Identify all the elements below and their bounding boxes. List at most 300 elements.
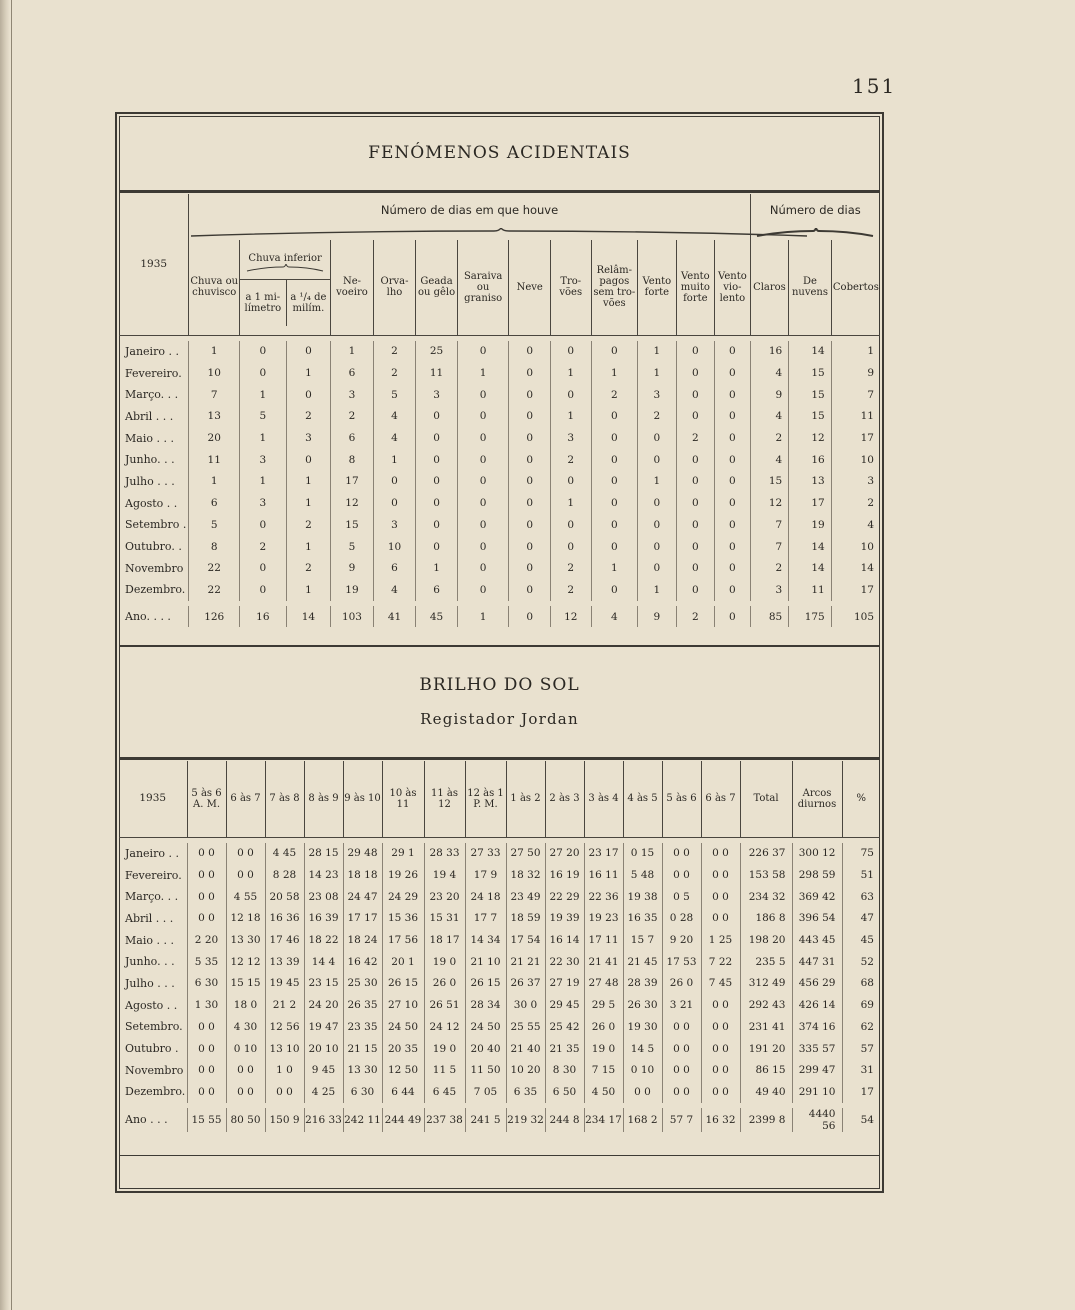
row-value: 0 0 [701,908,740,930]
row-value: 0 [638,557,676,579]
row-value: 0 [416,471,458,493]
row-value: 21 21 [506,951,545,973]
row-value: 0 [416,449,458,471]
total-value: 14 [286,606,331,628]
row-value: 0 0 [662,1016,701,1038]
row-value: 298 59 [792,864,842,886]
row-value: 0 [416,514,458,536]
row-value: 9 [331,557,374,579]
row-value: 21 15 [343,1038,382,1060]
row-value: 1 [286,579,331,601]
row-month: Julho . . . [125,474,175,488]
row-value: 16 35 [623,908,662,930]
row-value: 7 [750,536,788,558]
row-value: 0 [373,492,416,514]
row-value: 426 14 [792,994,842,1016]
row-value: 1 [591,557,638,579]
row-value: 11 [189,449,240,471]
row-value: 0 [638,449,676,471]
total-value: 219 32 [506,1108,545,1132]
row-value: 14 [831,557,880,579]
row-value: 21 2 [265,994,304,1016]
row-value: 49 40 [740,1081,792,1103]
row-value: 3 [286,427,331,449]
row-value: 0 [509,341,551,363]
row-value: 23 08 [304,886,343,908]
row-value: 31 [842,1059,880,1081]
row-value: 443 45 [792,929,842,951]
row-value: 8 28 [265,864,304,886]
row-value: 0 [638,427,676,449]
table-row [119,579,880,601]
row-value: 0 [715,471,751,493]
row-value: 23 49 [506,886,545,908]
row-value: 1 [286,362,331,384]
row-value: 0 10 [226,1038,265,1060]
table-row [119,929,880,951]
row-value: 27 20 [545,843,584,865]
row-value: 2 [551,557,592,579]
row-value: 0 [457,449,509,471]
total-value: 237 38 [424,1108,465,1132]
row-value: 0 [676,471,714,493]
row-value: 1 30 [187,994,226,1016]
row-value: 75 [842,843,880,865]
brilho-col-header: 2 às 3 [545,761,584,837]
row-value: 0 0 [701,1038,740,1060]
row-value: 0 0 [187,908,226,930]
row-value: 292 43 [740,994,792,1016]
row-value: 22 [189,579,240,601]
total-value: 2399 8 [740,1108,792,1132]
row-value: 0 [715,427,751,449]
row-value: 17 [831,427,880,449]
total-value: 4440 56 [792,1108,842,1132]
row-value: 0 [286,341,331,363]
row-value: 7 [831,384,880,406]
row-value: 18 22 [304,929,343,951]
row-value: 198 20 [740,929,792,951]
row-value: 0 [416,427,458,449]
row-value: 0 0 [701,1081,740,1103]
row-value: 5 [240,406,287,428]
total-row [119,606,880,628]
row-value: 6 45 [424,1081,465,1103]
row-month: Janeiro . . [125,344,179,358]
row-value: 0 [457,341,509,363]
bottom-rule [119,1155,880,1156]
row-value: 13 30 [343,1059,382,1081]
total-value: 105 [831,606,880,628]
row-value: 0 0 [662,843,701,865]
row-month: Abril . . . [125,409,174,423]
row-value: 14 [789,536,832,558]
row-value: 6 35 [506,1081,545,1103]
row-value: 4 50 [584,1081,623,1103]
total-value: 54 [842,1108,880,1132]
row-value: 0 [457,427,509,449]
row-value: 16 19 [545,864,584,886]
row-month: Novembro [125,1063,184,1077]
row-value: 0 [240,557,287,579]
table-row [119,951,880,973]
row-value: 0 [457,557,509,579]
row-value: 0 0 [187,886,226,908]
row-value: 0 [373,471,416,493]
row-value: 26 35 [343,994,382,1016]
total-value: 1 [457,606,509,628]
row-value: 19 0 [424,1038,465,1060]
row-value: 12 [331,492,374,514]
row-value: 0 [551,341,592,363]
row-value: 25 30 [343,973,382,995]
brilho-table [119,761,880,1132]
row-value: 0 [676,514,714,536]
row-value: 28 15 [304,843,343,865]
row-value: 15 31 [424,908,465,930]
row-value: 26 51 [424,994,465,1016]
row-value: 26 15 [382,973,424,995]
hdr-vento-muito-forte: Vento muito forte [680,270,710,304]
row-value: 23 35 [343,1016,382,1038]
total-value: 126 [189,606,240,628]
row-value: 19 30 [623,1016,662,1038]
brilho-year-label: 1935 [139,792,167,805]
row-month: Junho. . . [125,453,175,467]
row-value: 0 0 [226,864,265,886]
row-value: 226 37 [740,843,792,865]
row-value: 0 [676,341,714,363]
row-value: 0 [509,384,551,406]
row-value: 0 [509,427,551,449]
row-value: 1 [416,557,458,579]
row-value: 21 45 [623,951,662,973]
row-value: 2 [551,449,592,471]
page-edge-line [11,0,12,1310]
table-row [119,908,880,930]
row-value: 18 17 [424,929,465,951]
row-value: 6 [416,579,458,601]
row-value: 0 [416,406,458,428]
table-row [119,973,880,995]
row-value: 234 32 [740,886,792,908]
total-value: 244 49 [382,1108,424,1132]
row-value: 335 57 [792,1038,842,1060]
row-value: 16 [750,341,788,363]
row-value: 374 16 [792,1016,842,1038]
row-value: 5 [373,384,416,406]
row-value: 0 0 [701,864,740,886]
section-divider [119,645,880,647]
row-value: 0 [715,362,751,384]
hdr-claros: Claros [753,281,786,293]
row-value: 11 [789,579,832,601]
row-value: 1 [240,384,287,406]
row-month: Setembro. [125,1020,183,1034]
total-value: 2 [676,606,714,628]
row-month: Abril . . . [125,911,174,925]
row-value: 2 [331,406,374,428]
row-value: 6 30 [187,973,226,995]
row-value: 0 [715,341,751,363]
row-value: 17 7 [465,908,506,930]
row-value: 447 31 [792,951,842,973]
fenomenos-title: FENÓMENOS ACIDENTAIS [368,143,631,163]
row-value: 14 [789,557,832,579]
row-value: 0 [591,514,638,536]
table-row [119,427,880,449]
row-value: 9 45 [304,1059,343,1081]
row-value: 8 30 [545,1059,584,1081]
row-value: 0 [591,579,638,601]
hdr-a-1-mm: a 1 mi-límetro [244,291,282,314]
row-value: 17 17 [343,908,382,930]
row-value: 0 [676,492,714,514]
row-value: 5 [189,514,240,536]
row-value: 2 [373,362,416,384]
row-value: 27 10 [382,994,424,1016]
row-value: 4 [373,406,416,428]
row-value: 0 [591,536,638,558]
row-value: 0 [591,449,638,471]
brilho-col-header: 5 às 6 [662,761,701,837]
row-value: 13 30 [226,929,265,951]
row-value: 0 [715,384,751,406]
row-value: 24 29 [382,886,424,908]
row-value: 7 [189,384,240,406]
row-value: 16 [789,449,832,471]
row-value: 1 [551,362,592,384]
row-value: 1 [286,536,331,558]
row-value: 0 [676,579,714,601]
row-value: 22 30 [545,951,584,973]
row-value: 3 [373,514,416,536]
row-value: 0 [715,514,751,536]
row-value: 0 [240,579,287,601]
row-value: 19 0 [424,951,465,973]
row-value: 0 0 [187,1059,226,1081]
row-value: 62 [842,1016,880,1038]
total-value: 16 32 [701,1108,740,1132]
row-value: 2 [286,514,331,536]
hdr-vento-forte: Vento forte [642,276,672,299]
row-value: 4 [750,406,788,428]
row-value: 0 0 [187,1081,226,1103]
hdr-nevoeiro: Ne-voeiro [336,276,368,299]
row-value: 0 [676,384,714,406]
row-value: 16 14 [545,929,584,951]
row-value: 24 50 [382,1016,424,1038]
row-value: 0 [286,384,331,406]
row-value: 13 [189,406,240,428]
row-value: 6 [331,362,374,384]
row-value: 27 33 [465,843,506,865]
row-value: 4 [750,449,788,471]
row-month: Agosto . . [125,998,178,1012]
row-value: 2 [831,492,880,514]
row-value: 2 20 [187,929,226,951]
row-value: 0 [240,341,287,363]
group-header-days-with: Número de dias em que houve [380,203,559,217]
row-value: 0 0 [265,1081,304,1103]
row-value: 7 05 [465,1081,506,1103]
brilho-col-header: 4 às 5 [623,761,662,837]
total-value: 241 5 [465,1108,506,1132]
brilho-body [119,837,880,1132]
table-row [119,864,880,886]
row-value: 0 [509,557,551,579]
row-value: 0 [457,492,509,514]
row-value: 3 [551,427,592,449]
row-value: 2 [591,384,638,406]
row-value: 7 [750,514,788,536]
row-value: 23 17 [584,843,623,865]
brilho-col-header: 11 às 12 [424,761,465,837]
hdr-saraiva: Saraiva ou graniso [463,270,503,304]
table-row [119,362,880,384]
table-row [119,1059,880,1081]
row-value: 1 [240,427,287,449]
table-row [119,557,880,579]
row-value: 0 0 [187,1016,226,1038]
row-value: 0 0 [701,994,740,1016]
row-value: 19 4 [424,864,465,886]
brilho-col-header: Arcos diurnos [792,761,842,837]
row-value: 0 [715,536,751,558]
brace-days [755,228,875,238]
total-value: 0 [509,606,551,628]
row-value: 0 [638,514,676,536]
row-value: 13 39 [265,951,304,973]
row-value: 0 [416,536,458,558]
row-value: 5 48 [623,864,662,886]
hdr-vento-violento: Vento vio-lento [718,270,747,304]
row-value: 0 [715,406,751,428]
row-value: 17 [789,492,832,514]
fenomenos-table [119,194,880,627]
row-value: 24 18 [465,886,506,908]
row-value: 6 [189,492,240,514]
row-value: 10 [189,362,240,384]
row-value: 456 29 [792,973,842,995]
row-value: 17 [331,471,374,493]
row-value: 19 0 [584,1038,623,1060]
brilho-col-header: Total [740,761,792,837]
row-value: 21 35 [545,1038,584,1060]
row-value: 28 33 [424,843,465,865]
row-value: 1 [638,341,676,363]
fenomenos-title-rule [119,190,880,193]
brilho-col-header: % [842,761,880,837]
row-month: Outubro . [125,1042,179,1056]
row-value: 19 26 [382,864,424,886]
row-value: 2 [638,406,676,428]
row-value: 1 [831,341,880,363]
row-value: 1 [331,341,374,363]
row-value: 2 [750,427,788,449]
row-value: 2 [240,536,287,558]
row-value: 6 [331,427,374,449]
row-value: 0 [240,362,287,384]
row-value: 0 15 [623,843,662,865]
row-value: 24 20 [304,994,343,1016]
row-value: 10 [831,536,880,558]
row-value: 25 [416,341,458,363]
table-row [119,994,880,1016]
row-value: 20 35 [382,1038,424,1060]
row-value: 0 [676,406,714,428]
row-value: 6 [373,557,416,579]
table-row [119,341,880,363]
row-value: 12 12 [226,951,265,973]
row-value: 13 10 [265,1038,304,1060]
row-value: 4 55 [226,886,265,908]
page-number: 151 [852,74,897,98]
brilho-col-header: 1 às 2 [506,761,545,837]
row-value: 1 [457,362,509,384]
row-value: 312 49 [740,973,792,995]
row-value: 0 0 [701,1059,740,1081]
hdr-geada: Geada ou gêlo [417,276,456,299]
row-value: 0 [551,384,592,406]
hdr-trovoes: Tro-vões [559,276,583,299]
row-value: 6 30 [343,1081,382,1103]
brilho-col-header: 12 às 1 P. M. [465,761,506,837]
row-value: 16 36 [265,908,304,930]
row-value: 0 0 [662,1081,701,1103]
row-value: 19 39 [545,908,584,930]
row-month: Agosto . . [125,496,178,510]
row-value: 19 45 [265,973,304,995]
row-month: Dezembro. [125,583,186,597]
row-value: 20 1 [382,951,424,973]
table-row [119,471,880,493]
total-value: 168 2 [623,1108,662,1132]
row-value: 235 5 [740,951,792,973]
row-value: 5 35 [187,951,226,973]
row-value: 15 [331,514,374,536]
table-row [119,536,880,558]
row-value: 8 [331,449,374,471]
row-value: 0 [509,406,551,428]
row-value: 4 25 [304,1081,343,1103]
brilho-title-rule [119,757,880,760]
hdr-chuva: Chuva ou chuvisco [190,276,239,299]
row-value: 0 [591,341,638,363]
row-value: 11 50 [465,1059,506,1081]
total-value: 242 11 [343,1108,382,1132]
row-value: 0 [591,471,638,493]
row-value: 16 39 [304,908,343,930]
row-value: 14 5 [623,1038,662,1060]
row-value: 300 12 [792,843,842,865]
total-value: 45 [416,606,458,628]
row-value: 6 50 [545,1081,584,1103]
row-value: 3 [831,471,880,493]
row-value: 14 [789,341,832,363]
row-value: 3 [331,384,374,406]
row-value: 3 21 [662,994,701,1016]
row-value: 0 0 [662,864,701,886]
row-value: 1 [638,471,676,493]
brilho-subtitle: Registador Jordan [420,710,579,728]
total-value: 244 8 [545,1108,584,1132]
row-value: 29 5 [584,994,623,1016]
total-value: 16 [240,606,287,628]
fenomenos-body [119,335,880,627]
row-value: 14 23 [304,864,343,886]
row-value: 0 [715,557,751,579]
